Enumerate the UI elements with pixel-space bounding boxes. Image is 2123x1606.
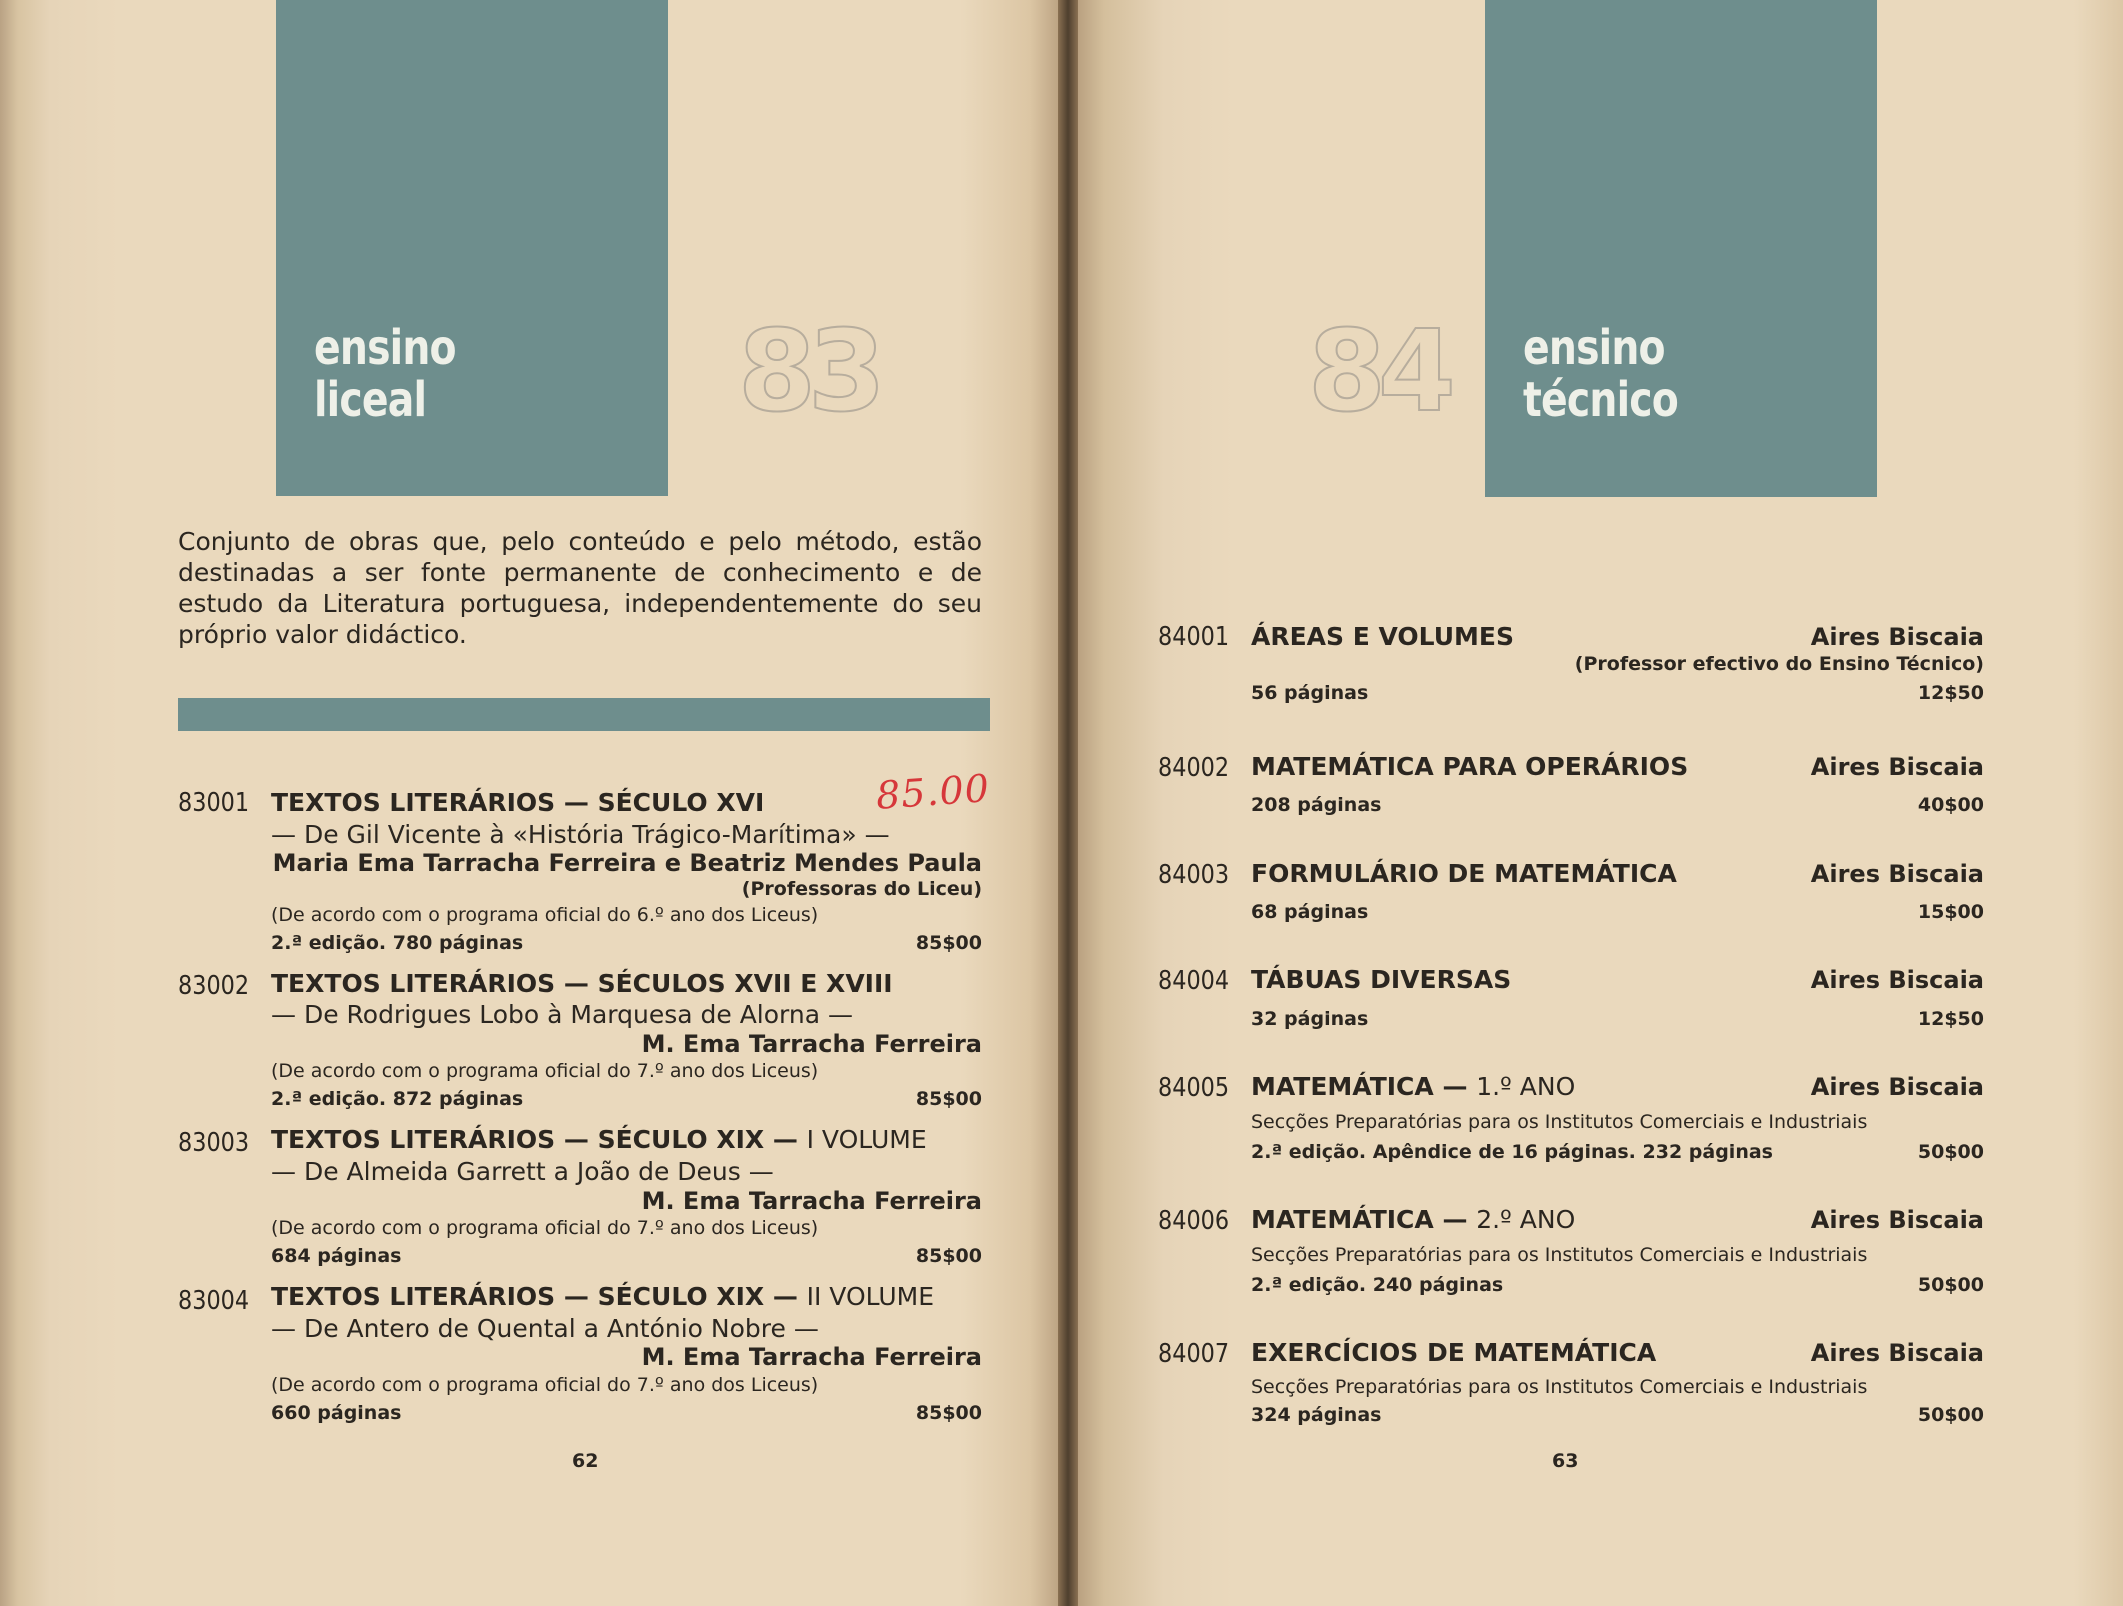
handwritten-price-note: 85.00 xyxy=(874,766,992,818)
banner-line1: ensino xyxy=(1523,320,1665,376)
book-author: M. Ema Tarracha Ferreira xyxy=(641,1030,982,1058)
book-title-main: TEXTOS LITERÁRIOS — SÉCULO XIX — xyxy=(271,1282,798,1311)
book-price: 50$00 xyxy=(1917,1404,1984,1426)
book-title: FORMULÁRIO DE MATEMÁTICA xyxy=(1251,859,1677,888)
book-subtitle: — De Rodrigues Lobo à Marquesa de Alorna — xyxy=(271,1000,853,1029)
book-subtitle: — De Almeida Garrett a João de Deus — xyxy=(271,1157,774,1186)
book-title: EXERCÍCIOS DE MATEMÁTICA xyxy=(1251,1338,1657,1367)
page-number: 62 xyxy=(572,1450,599,1472)
book-note: (De acordo com o programa oficial do 6.º ano dos Liceus) xyxy=(271,904,819,926)
book-note: (De acordo com o programa oficial do 7.º ano dos Liceus) xyxy=(271,1217,819,1239)
book-title xyxy=(1251,1072,1575,1102)
book-price: 12$50 xyxy=(1917,682,1984,704)
book-title-main: MATEMÁTICA — xyxy=(1251,1072,1468,1101)
book-title: ÁREAS E VOLUMES xyxy=(1251,622,1514,651)
book-title-main: TEXTOS LITERÁRIOS — SÉCULO XIX — xyxy=(271,1125,798,1154)
book-price: 15$00 xyxy=(1917,901,1984,923)
book-title-year: 2.º ANO xyxy=(1476,1205,1576,1234)
book-author: Aires Biscaia xyxy=(1810,860,1984,888)
book-code: 84003 xyxy=(1158,860,1230,890)
book-title: TÁBUAS DIVERSAS xyxy=(1251,965,1512,994)
book-price: 85$00 xyxy=(915,1088,982,1110)
book-price: 85$00 xyxy=(915,1245,982,1267)
intro-paragraph: Conjunto de obras que, pelo conteúdo e pelo método, estão destinadas a ser fonte permanente de conhecimento e de estudo da Literatura portuguesa, independentemente do seu próprio valor didáctico. xyxy=(178,527,982,649)
book-author: Aires Biscaia xyxy=(1810,1073,1984,1101)
book-author: M. Ema Tarracha Ferreira xyxy=(641,1187,982,1215)
banner-line1: ensino xyxy=(314,320,456,376)
book-title: TEXTOS LITERÁRIOS — SÉCULOS XVII E XVIII xyxy=(271,969,893,998)
book-description: Secções Preparatórias para os Institutos Comerciais e Industriais xyxy=(1251,1244,1868,1266)
right-page xyxy=(1074,0,2123,1606)
book-price: 50$00 xyxy=(1917,1274,1984,1296)
book-note: (De acordo com o programa oficial do 7.º ano dos Liceus) xyxy=(271,1374,819,1396)
book-subtitle: — De Antero de Quental a António Nobre — xyxy=(271,1314,819,1343)
book-code: 84006 xyxy=(1158,1206,1230,1236)
banner-line2: liceal xyxy=(314,372,427,428)
book-title xyxy=(271,1282,934,1312)
book-title-main: MATEMÁTICA — xyxy=(1251,1205,1468,1234)
book-code: 83002 xyxy=(178,971,250,1001)
book-affiliation: (Professor efectivo do Ensino Técnico) xyxy=(1574,653,1984,675)
book-affiliation: (Professoras do Liceu) xyxy=(741,878,982,900)
book-author: Maria Ema Tarracha Ferreira e Beatriz Mendes Paula xyxy=(272,849,982,877)
book-code: 84004 xyxy=(1158,966,1230,996)
book-edition: 684 páginas xyxy=(271,1245,402,1267)
book-author: Aires Biscaia xyxy=(1810,966,1984,994)
book-author: Aires Biscaia xyxy=(1810,623,1984,651)
book-price: 85$00 xyxy=(915,1402,982,1424)
book-description: Secções Preparatórias para os Institutos Comerciais e Industriais xyxy=(1251,1376,1868,1398)
book-edition: 2.ª edição. 780 páginas xyxy=(271,932,524,954)
book-edition: 2.ª edição. 872 páginas xyxy=(271,1088,524,1110)
book-title-year: 1.º ANO xyxy=(1476,1072,1576,1101)
book-code: 83004 xyxy=(178,1286,250,1316)
book-edition: 324 páginas xyxy=(1251,1404,1382,1426)
book-price: 40$00 xyxy=(1917,794,1984,816)
book-note: (De acordo com o programa oficial do 7.º ano dos Liceus) xyxy=(271,1060,819,1082)
book-edition: 208 páginas xyxy=(1251,794,1382,816)
book-description: Secções Preparatórias para os Institutos Comerciais e Industriais xyxy=(1251,1111,1868,1133)
book-title-volume: I VOLUME xyxy=(806,1125,927,1154)
banner-line2: técnico xyxy=(1523,372,1678,428)
book-title: TEXTOS LITERÁRIOS — SÉCULO XVI xyxy=(271,788,765,817)
book-author: Aires Biscaia xyxy=(1810,1339,1984,1367)
book-subtitle: — De Gil Vicente à «História Trágico-Marítima» — xyxy=(271,820,890,849)
book-title: MATEMÁTICA PARA OPERÁRIOS xyxy=(1251,752,1689,781)
book-author: Aires Biscaia xyxy=(1810,753,1984,781)
book-price: 50$00 xyxy=(1917,1141,1984,1163)
book-edition: 2.ª edição. Apêndice de 16 páginas. 232 páginas xyxy=(1251,1141,1773,1163)
book-author: Aires Biscaia xyxy=(1810,1206,1984,1234)
book-edition: 660 páginas xyxy=(271,1402,402,1424)
book-edition: 56 páginas xyxy=(1251,682,1369,704)
section-banner-liceal xyxy=(276,0,668,496)
book-code: 83003 xyxy=(178,1128,250,1158)
section-divider xyxy=(178,698,990,731)
book-code: 84005 xyxy=(1158,1073,1230,1103)
section-number: 83 xyxy=(738,307,878,437)
book-price: 85$00 xyxy=(915,932,982,954)
book-code: 84001 xyxy=(1158,622,1230,652)
book-title-volume: II VOLUME xyxy=(806,1282,934,1311)
page-number: 63 xyxy=(1552,1450,1579,1472)
book-author: M. Ema Tarracha Ferreira xyxy=(641,1343,982,1371)
book-title xyxy=(271,1125,927,1155)
book-title xyxy=(1251,1205,1575,1235)
section-banner-tecnico xyxy=(1485,0,1877,497)
book-code: 84002 xyxy=(1158,753,1230,783)
book-code: 83001 xyxy=(178,788,250,818)
book-price: 12$50 xyxy=(1917,1008,1984,1030)
section-number: 84 xyxy=(1308,307,1448,437)
book-edition: 32 páginas xyxy=(1251,1008,1369,1030)
book-edition: 68 páginas xyxy=(1251,901,1369,923)
book-code: 84007 xyxy=(1158,1339,1230,1369)
book-spine xyxy=(1058,0,1078,1606)
book-edition: 2.ª edição. 240 páginas xyxy=(1251,1274,1504,1296)
